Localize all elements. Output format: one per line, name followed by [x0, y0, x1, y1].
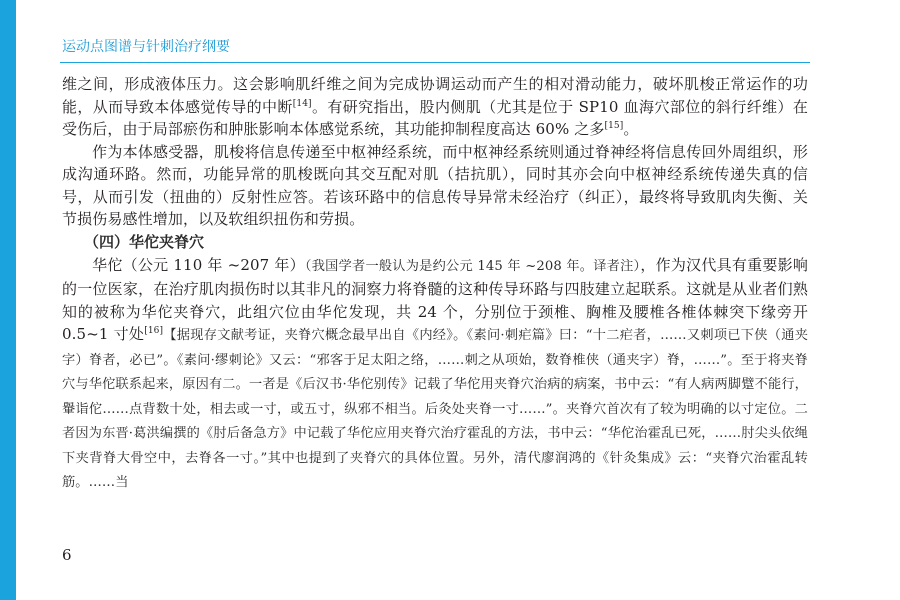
section-heading: （四）华佗夹脊穴: [84, 232, 205, 251]
paragraph-3-text-a: 华佗（公元 110 年 ~207 年）: [92, 255, 305, 274]
running-header-title: 运动点图谱与针刺治疗纲要: [62, 39, 230, 55]
paragraph-2: [62, 141, 808, 231]
paragraph-1: [62, 73, 808, 141]
citation-14: [14]: [292, 98, 312, 109]
header-rule: [60, 62, 810, 63]
citation-16: [16]: [144, 326, 164, 336]
bracketed-note: 【据现存文献考证，夹脊穴概念最早出自《内经》。《素问·刺疟篇》曰：“十二疟者，……又刺项已下侠（通夹字）脊者，必已”。《素问·缪刺论》又云：“邪客于足太阳之络，……刺之从项始，数脊椎侠（通夹字）脊，……”。至于将夹脊穴与华佗联系起来，原因有二。一者是《后汉书·华佗别传》记载了华佗用夹脊穴治病的病案，书中云：“有人病两脚躄不能行，轝诣佗……点背数十处，相去或一寸，或五寸，纵邪不相当。后灸处夹脊一寸……”。夹脊穴首次有了较为明确的以寸定位。二者因为东晋·葛洪编撰的《肘后备急方》中记载了华佗应用夹脊穴治疗霍乱的方法，书中云：“华佗治霍乱已死，……肘尖头依绳下夹背脊大骨空中，去脊各一寸。”其中也提到了夹脊穴的具体位置。另外，清代廖润鸿的《针灸集成》云：“夹脊穴治霍乱转筋。……当: [62, 328, 808, 490]
page-number: 6: [62, 546, 72, 564]
paragraph-3: [62, 254, 808, 495]
page-body: [62, 73, 808, 495]
paragraph-2-text: 作为本体感受器，肌梭将信息传递至中枢神经系统，而中枢神经系统则通过脊神经将信息传回外周组织，形成沟通环路。然而，功能异常的肌梭既向其交互配对肌（拮抗肌），同时其亦会向中枢神经系统传递失真的信号，从而引发（扭曲的）反射性应答。若该环路中的信息传导异常未经治疗（纠正），最终将导致肌肉失衡、关节损伤易感性增加，以及软组织扭伤和劳损。: [62, 142, 808, 228]
paragraph-1-text-2: 。有研究指出，股内侧肌（尤其是位于 SP10 血海穴部位的斜行纤维）在受伤后，由于局部瘀伤和肿胀影响本体感觉系统，其功能抑制程度高达 60% 之多: [62, 97, 808, 138]
translator-note: （我国学者一般认为是约公元 145 年 ~208 年。译者注）: [304, 258, 641, 274]
paragraph-1-text: 维之间，形成液体压力。这会影响肌纤维之间为完成协调运动而产生的相对滑动能力，破坏肌梭正常运作的功能，从而导致本体感觉传导的中断: [62, 75, 808, 116]
side-color-bar: [0, 0, 16, 600]
paragraph-3-text-b: ，作为汉代具有重要影响的一位医家，在治疗肌肉损伤时以其非凡的洞察力将脊髓的这种传导环路与四肢建立起联系。这就是从业者们熟知的被称为华佗夹脊穴，此组穴位由华佗发现，共 24 个，分别位于颈椎、胸椎及腰椎各椎体棘突下缘旁开 0.5~1 寸处: [62, 255, 808, 343]
paragraph-1-end: 。: [623, 120, 639, 138]
citation-15: [15]: [604, 121, 624, 131]
